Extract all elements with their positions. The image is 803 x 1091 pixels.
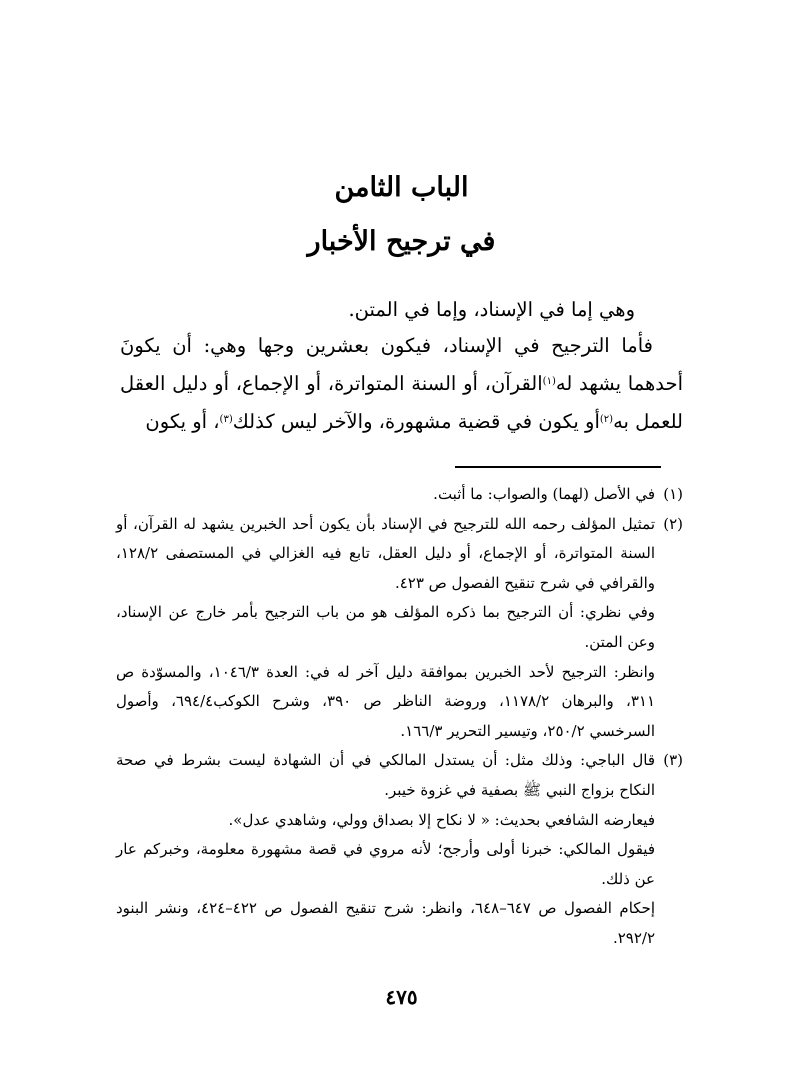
footnote-2 — [116, 510, 683, 747]
footnote-text: وفي نظري: أن الترجيح بما ذكره المؤلف هو من باب الترجيح بأمر خارج عن الإسناد، وعن المتن. — [116, 603, 655, 651]
footnote-number: (١) — [663, 485, 683, 503]
body-paragraph — [120, 328, 683, 440]
footnote-text: في الأصل (لهما) والصواب: ما أثبت. — [433, 485, 655, 503]
page-number: ٤٧٥ — [385, 985, 418, 1009]
footnote-1 — [116, 480, 683, 510]
footnote-ref-1: (١) — [542, 376, 556, 387]
footnote-text: فيعارضه الشافعي بحديث: « لا نكاح إلا بصداق وولي، وشاهدي عدل». — [228, 810, 655, 829]
chapter-title: الباب الثامن — [334, 172, 469, 203]
footnote-3 — [116, 746, 683, 953]
footnote-separator — [455, 466, 661, 468]
footnote-body — [116, 480, 655, 510]
footnote-number: (٣) — [663, 751, 683, 770]
footnotes — [116, 480, 683, 954]
footnote-text: تمثيل المؤلف رحمه الله للترجيح في الإسناد بأن يكون أحد الخبرين يشهد له القرآن، أو السنة المتواترة، أو الإجماع، أو دليل العقل، تابع فيه الغزالي في المستصفى ١٢٨/٢، والقرافي في شرح تنقيح الفصول ص ٤٢٣. — [116, 514, 655, 592]
chapter-subtitle: في ترجيح الأخبار — [307, 226, 496, 257]
footnote-body — [116, 510, 655, 747]
main-text — [120, 292, 683, 440]
body-text-segment: ، أو يكون — [145, 410, 220, 433]
footnote-body — [116, 746, 655, 953]
footnote-number: (٢) — [663, 514, 683, 533]
intro-paragraph: وهي إما في الإسناد، وإما في المتن. — [348, 298, 635, 321]
footnote-ref-2: (٢) — [599, 414, 614, 425]
body-text-segment: أو يكون في قضية مشهورة، والآخر ليس كذلك — [232, 410, 600, 433]
footnote-text: إحكام الفصول ص ٦٤٧–٦٤٨، وانظر: شرح تنقيح الفصول ص ٤٢٢–٤٢٤، ونشر البنود ٢٩٢/٢. — [116, 899, 655, 947]
body-text-segment: فأما الترجيح في الإسناد، فيكون بعشرين وجها وهي: أن يكونَ أحدهما يشهد له — [120, 334, 683, 395]
footnote-text: فيقول المالكي: خبرنا أولى وأرجح؛ لأنه مروي في قصة مشهورة معلومة، وخبركم عار عن ذلك. — [116, 840, 655, 888]
body-text-segment: القرآن، أو السنة المتواترة، أو الإجماع، أو دليل العقل للعمل به — [120, 372, 683, 433]
footnote-text: وانظر: الترجيح لأحد الخبرين بموافقة دليل آخر له في: العدة ١٠٤٦/٣، والمسوّدة ص ٣١١، والبرهان ١١٧٨/٢، وروضة الناظر ص ٣٩٠، وشرح الكوكب٦٩٤/٤، وأصول السرخسي ٢٥٠/٢، وتيسير التحرير ١٦٦/٣. — [116, 662, 656, 740]
footnote-ref-3: (٣) — [219, 414, 233, 425]
footnote-text: قال الباجي: وذلك مثل: أن يستدل المالكي في أن الشهادة ليست بشرط في صحة النكاح بزواج النبي ﷺ بصفية في غزوة خيبر. — [116, 751, 655, 799]
